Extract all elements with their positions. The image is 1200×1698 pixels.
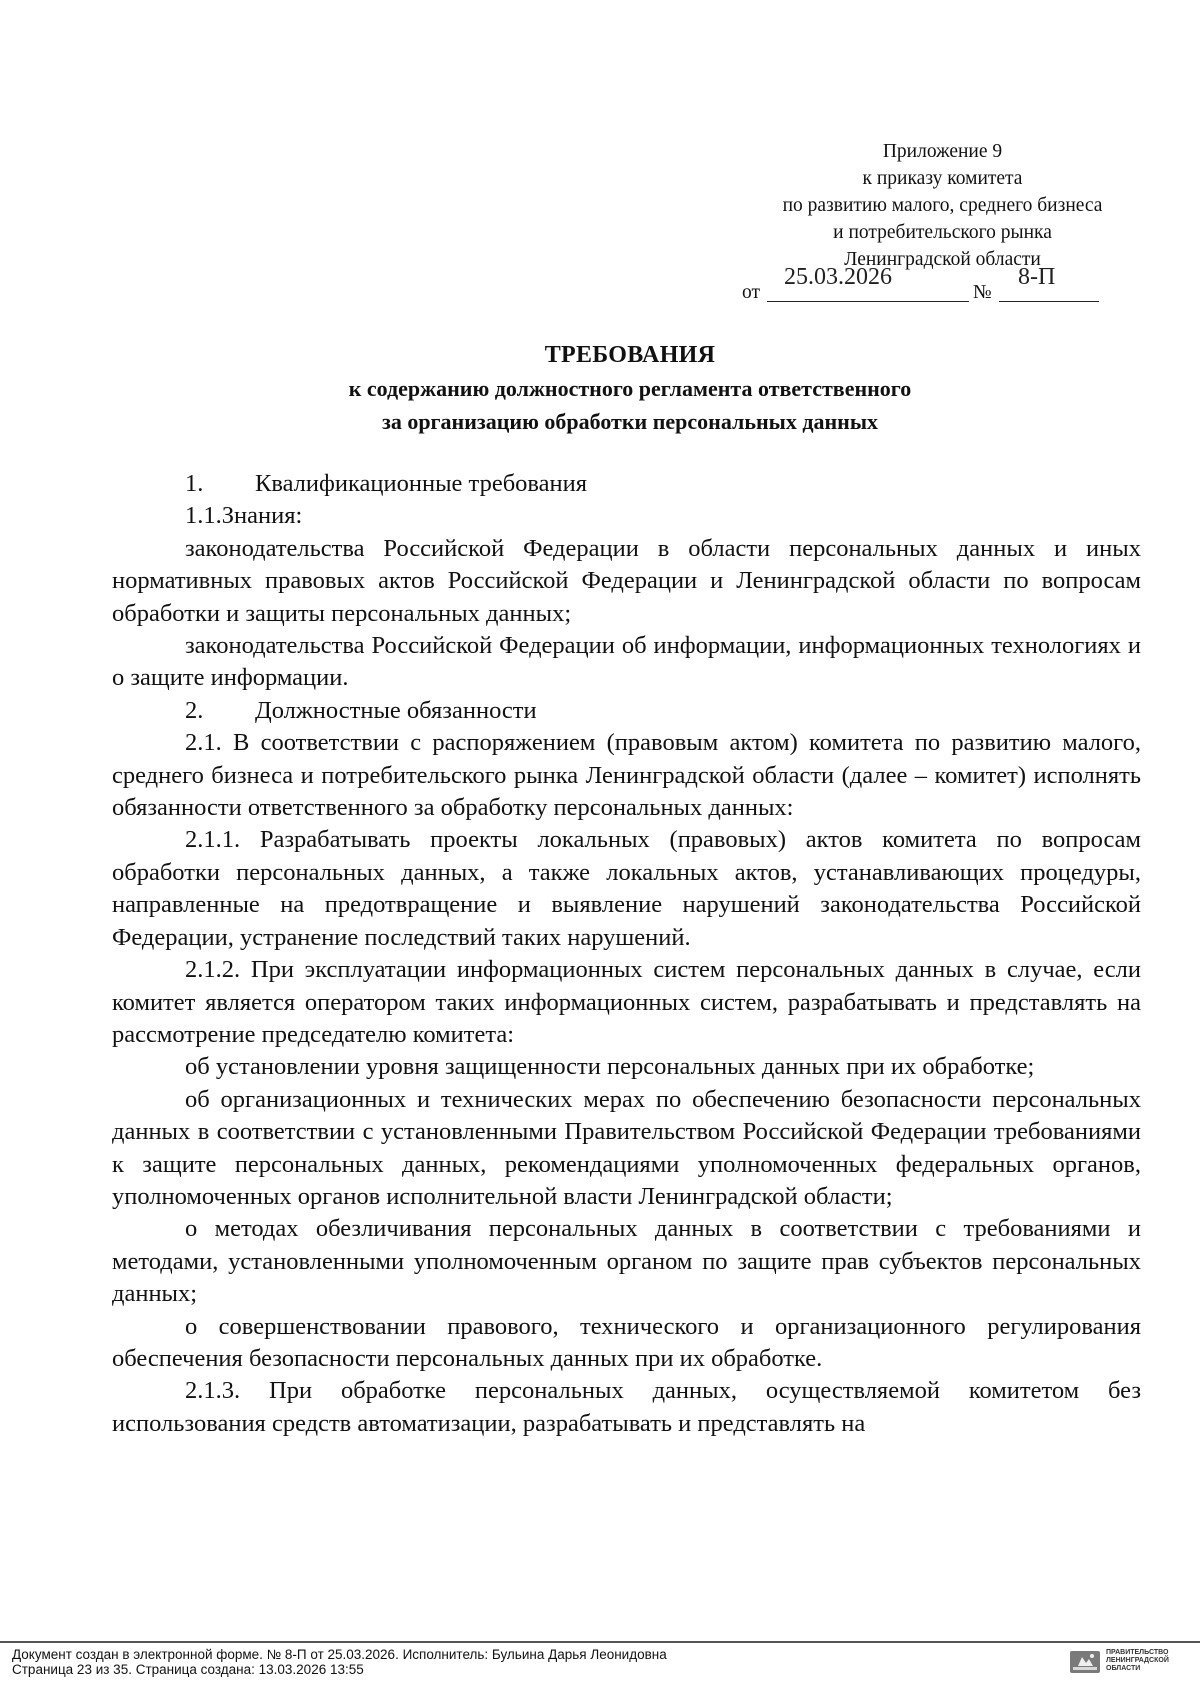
- government-logo: [1070, 1649, 1185, 1689]
- title-sub-line: к содержанию должностного регламента ответственного: [348, 376, 912, 401]
- paragraph: о методах обезличивания персональных данных в соответствии с требованиями и методами, установленными уполномоченным органом по защите прав субъектов персональных данных;: [112, 1215, 1141, 1308]
- appendix-line: к приказу комитета: [862, 168, 1023, 189]
- title-main: ТРЕБОВАНИЯ: [544, 342, 716, 368]
- title-sub-line: за организацию обработки персональных данных: [381, 409, 879, 434]
- date-underline: [767, 300, 969, 302]
- section-number: 2.: [185, 696, 204, 724]
- paragraph: законодательства Российской Федерации в области персональных данных и иных нормативных правовых актов Российской Федерации и Ленинградской области по вопросам обработки и защиты персональных данных;: [112, 534, 1141, 627]
- paragraph: 2.1.2. При эксплуатации информационных систем персональных данных в случае, если комитет является оператором таких информационных систем, разрабатывать и представлять на рассмотрение председателю комитета:: [112, 956, 1141, 1048]
- paragraph: 2.1.1. Разрабатывать проекты локальных (правовых) актов комитета по вопросам обработки персональных данных, а также локальных актов, устанавливающих процедуры, направленные на предотвращение и выявление нарушений законодательства Российской Федерации, устранение последствий таких нарушений.: [112, 826, 1141, 951]
- paragraph: об установлении уровня защищенности персональных данных при их обработке;: [185, 1053, 1035, 1081]
- paragraph: об организационных и технических мерах по обеспечению безопасности персональных данных в соответствии с установленными Правительством Российской Федерации требованиями к защите персональных данных, рекомендациями уполномоченных федеральных органов, уполномоченных органов исполнительной власти Ленинградской области;: [112, 1085, 1141, 1210]
- government-name-line: ОБЛАСТИ: [1106, 1665, 1141, 1672]
- section-number: 1.: [185, 470, 204, 497]
- paragraph: о совершенствовании правового, технического и организационного регулирования обеспечения безопасности персональных данных при их обработке.: [112, 1312, 1141, 1372]
- section-heading: [112, 468, 1141, 500]
- section-heading-text: Квалификационные требования: [255, 470, 588, 497]
- section-heading: [112, 695, 1141, 727]
- section-heading-text: Должностные обязанности: [255, 696, 537, 724]
- paragraph: 1.1.Знания:: [185, 502, 303, 530]
- from-label: от: [742, 282, 761, 303]
- government-name: [1106, 1649, 1169, 1673]
- number-underline: [999, 300, 1099, 302]
- footer-divider: [0, 1641, 1200, 1643]
- footer-info: [12, 1647, 667, 1677]
- order-date: 25.03.2026: [784, 264, 892, 290]
- order-reference: [742, 264, 1142, 306]
- appendix-line: по развитию малого, среднего бизнеса: [782, 195, 1103, 216]
- document-title: [110, 338, 1150, 438]
- paragraph: 2.1. В соответствии с распоряжением (правовым актом) комитета по развитию малого, среднего бизнеса и потребительского рынка Ленинградской области (далее – комитет) исполнять обязанности ответственного за обработку персональных данных:: [112, 729, 1141, 822]
- footer-page-line: Страница 23 из 35. Страница создана: 13.03.2026 13:55: [12, 1662, 364, 1677]
- paragraph: 2.1.3. При обработке персональных данных, осуществляемой комитетом без использования средств автоматизации, разрабатывать и представлять на: [112, 1377, 1141, 1437]
- government-name-line: ПРАВИТЕЛЬСТВО: [1106, 1649, 1169, 1656]
- number-label: №: [973, 282, 992, 303]
- order-number: 8-П: [1018, 264, 1056, 290]
- document-body: [112, 468, 1141, 1440]
- paragraph: законодательства Российской Федерации об информации, информационных технологиях и о защите информации.: [112, 632, 1141, 692]
- appendix-line: Ленинградской области: [844, 249, 1041, 270]
- leningrad-region-emblem-icon: [1070, 1651, 1100, 1673]
- government-name-line: ЛЕНИНГРАДСКОЙ: [1106, 1657, 1169, 1664]
- appendix-line: Приложение 9: [882, 141, 1003, 162]
- footer-document-line: Документ создан в электронной форме. № 8-П от 25.03.2026. Исполнитель: Бульина Дарья Леонидовна: [12, 1647, 667, 1662]
- appendix-line: и потребительского рынка: [833, 222, 1052, 243]
- appendix-header: [740, 138, 1145, 273]
